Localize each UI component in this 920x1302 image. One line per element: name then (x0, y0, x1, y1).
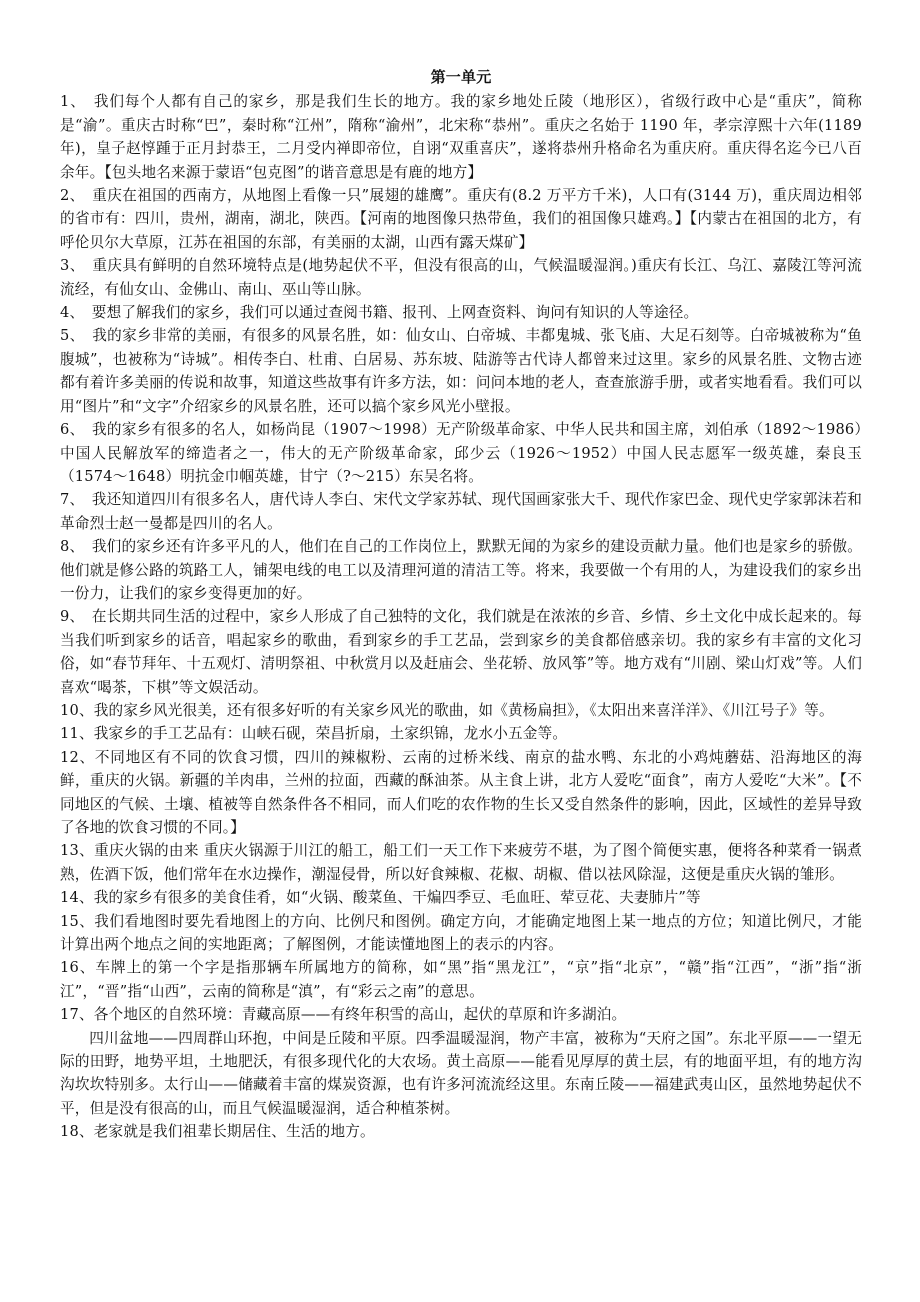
item-12: 12、不同地区有不同的饮食习惯，四川的辣椒粉、云南的过桥米线、南京的盐水鸭、东北的小鸡炖蘑菇、沿海地区的海鲜，重庆的火锅。新疆的羊肉串，兰州的拉面，西藏的酥油茶。从主食上讲，北方人爱吃“面食”，南方人爱吃“大米”。【不同地区的气候、土壤、植被等自然条件各不相同，而人们吃的农作物的生长又受自然条件的影响，因此，区域性的差异导致了各地的饮食习惯的不同。】 (60, 748, 862, 836)
item-5: 5、 我的家乡非常的美丽，有很多的风景名胜，如：仙女山、白帝城、丰都鬼城、张飞庙、大足石刻等。白帝城被称为“鱼腹城”，也被称为“诗城”。相传李白、杜甫、白居易、苏东坡、陆游等古代诗人都曾来过这里。家乡的风景名胜、文物古迹都有着许多美丽的传说和故事，知道这些故事有许多方法，如：问问本地的老人，查查旅游手册，或者实地看看。我们可以用“图片”和“文字”介绍家乡的风景名胜，还可以搞个家乡风光小壁报。 (60, 327, 862, 415)
item-11: 11、我家乡的手工艺品有：山峡石砚，荣昌折扇，土家织锦，龙水小五金等。 (60, 725, 568, 743)
item-3: 3、 重庆具有鲜明的自然环境特点是(地势起伏不平，但没有很高的山，气候温暖湿润。)重庆有长江、乌江、嘉陵江等河流流经，有仙女山、金佛山、南山、巫山等山脉。 (60, 257, 862, 298)
page-title: 第一单元 (430, 68, 492, 86)
item-15: 15、我们看地图时要先看地图上的方向、比例尺和图例。确定方向，才能确定地图上某一地点的方位；知道比例尺，才能计算出两个地点之间的实地距离；了解图例，才能读懂地图上的表示的内容。 (60, 912, 862, 954)
item-1: 1、 我们每个人都有自己的家乡，那是我们生长的地方。我的家乡地处丘陵（地形区），省级行政中心是“重庆”，简称是“渝”。重庆古时称“巴”，秦时称“江州”，隋称“渝州”，北宋称“恭州”。重庆之名始于 1190 年，孝宗淳熙十六年(1189 年)，皇子赵惇踵于正月封恭王，二月受内禅即帝位，自诩“双重喜庆”，遂将恭州升格命名为重庆府。重庆得名迄今已八百余年。【包头地名来源于蒙语“包克图”的谐音意思是有鹿的地方】 (60, 93, 862, 181)
item-7: 7、 我还知道四川有很多名人，唐代诗人李白、宋代文学家苏轼、现代国画家张大千、现代作家巴金、现代史学家郭沫若和革命烈士赵一曼都是四川的名人。 (60, 491, 862, 532)
item-13: 13、重庆火锅的由来 重庆火锅源于川江的船工，船工们一天工作下来疲劳不堪，为了图个简便实惠，便将各种菜肴一锅煮熟，佐酒下饭，他们常年在水边操作，潮湿侵骨，所以好食辣椒、花椒、胡椒、借以祛风除湿，这便是重庆火锅的雏形。 (60, 842, 862, 883)
item-17-continued: 四川盆地——四周群山环抱，中间是丘陵和平原。四季温暖湿润，物产丰富，被称为“天府之国”。东北平原——一望无际的田野，地势平坦，土地肥沃，有很多现代化的大农场。黄土高原——能看见厚厚的黄土层，有的地面平坦，有的地方沟沟坎坎特别多。太行山——储藏着丰富的煤炭资源，也有许多河流流经这里。东南丘陵——福建武夷山区，虽然地势起伏不平，但是没有很高的山，而且气候温暖湿润，适合种植茶树。 (60, 1029, 862, 1117)
item-10: 10、我的家乡风光很美，还有很多好听的有关家乡风光的歌曲，如《黄杨扁担》，《太阳出来喜洋洋》、《川江号子》等。 (60, 701, 834, 719)
item-2: 2、 重庆在祖国的西南方，从地图上看像一只”展翅的雄鹰”。重庆有(8.2 万平方千米)，人口有(3144 万)，重庆周边相邻的省市有：四川，贵州，湖南，湖北，陕西。【河南的地图像只热带鱼，我们的祖国像只雄鸡。】【内蒙古在祖国的北方，有呼伦贝尔大草原，江苏在祖国的东部，有美丽的太湖，山西有露天煤矿】 (60, 187, 862, 251)
item-8: 8、 我们的家乡还有许多平凡的人，他们在自己的工作岗位上，默默无闻的为家乡的建设贡献力量。他们也是家乡的骄傲。他们就是修公路的筑路工人，铺架电线的电工以及清理河道的清洁工等。将来，我要做一个有用的人，为建设我们的家乡出一份力，让我们的家乡变得更加的好。 (60, 538, 862, 602)
item-4: 4、 要想了解我们的家乡，我们可以通过查阅书籍、报刊、上网查资料、询问有知识的人等途径。 (60, 304, 699, 322)
item-6: 6、 我的家乡有很多的名人，如杨尚昆（1907～1998）无产阶级革命家、中华人民共和国主席，刘伯承（1892～1986）中国人民解放军的缔造者之一，伟大的无产阶级革命家，邱少云（1926～1952）中国人民志愿军一级英雄，秦良玉（1574～1648）明抗金巾帼英雄，甘宁（?～215）东吴名将。 (60, 421, 862, 485)
item-18: 18、老家就是我们祖辈长期居住、生活的地方。 (60, 1123, 375, 1141)
item-14: 14、我的家乡有很多的美食佳肴，如“火锅、酸菜鱼、干煸四季豆、毛血旺、荤豆花、夫妻肺片”等 (60, 889, 701, 907)
item-16: 16、车牌上的第一个字是指那辆车所属地方的简称，如“黑”指“黑龙江”，“京”指“北京”，“赣”指“江西”，“浙”指“浙江”，“晋”指“山西”，云南的简称是“滇”，有“彩云之南”的意思。 (60, 959, 862, 1000)
item-9: 9、 在长期共同生活的过程中，家乡人形成了自己独特的文化，我们就是在浓浓的乡音、乡情、乡土文化中成长起来的。每当我们听到家乡的话音，唱起家乡的歌曲，看到家乡的手工艺品，尝到家乡的美食都倍感亲切。我的家乡有丰富的文化习俗，如“春节拜年、十五观灯、清明祭祖、中秋赏月以及赶庙会、坐花轿、放风筝”等。地方戏有“川剧、梁山灯戏”等。人们喜欢“喝茶，下棋”等文娱活动。 (60, 608, 862, 696)
item-17: 17、各个地区的自然环境：青藏高原——有终年积雪的高山，起伏的草原和许多湖泊。 (60, 1006, 627, 1024)
